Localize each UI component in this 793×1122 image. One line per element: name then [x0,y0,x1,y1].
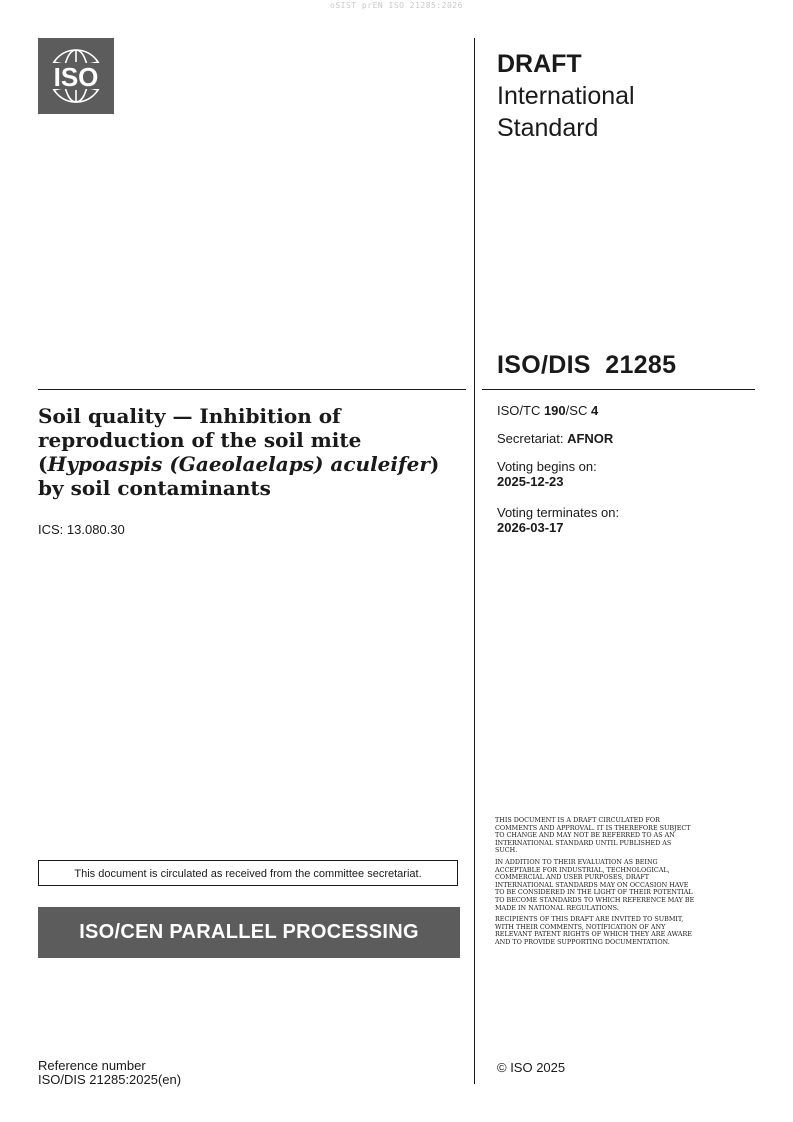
ics-code: ICS: 13.080.30 [38,522,125,537]
reference-label: Reference number [38,1058,146,1073]
tc-number: 190 [543,403,566,418]
document-number: ISO/DIS 21285 [497,351,677,379]
iso-logo [38,38,114,114]
voting-begins-date: 2025-12-23 [497,474,564,489]
right-rule [482,389,755,390]
title-part-2: ) by soil contaminants [38,452,440,500]
voting-terminates-label: Voting terminates on: [497,505,620,520]
draft-disclaimer [495,817,695,951]
disclaimer-paragraph: RECIPIENTS OF THIS DRAFT ARE INVITED TO SUBMIT, WITH THEIR COMMENTS, NOTIFICATION OF ANY RELEVANT PATENT RIGHTS OF WHICH THEY ARE AWARE AND TO PROVIDE SUPPORTING DOCUMENTATION. [495,915,692,946]
draft-heading [497,48,635,144]
tc-prefix: ISO/TC [497,403,544,418]
draft-label: DRAFT [497,50,582,78]
reference-number [38,1059,181,1087]
disclaimer-paragraph: THIS DOCUMENT IS A DRAFT CIRCULATED FOR COMMENTS AND APPROVAL. IT IS THEREFORE SUBJECT TO CHANGE AND MAY NOT BE REFERRED TO AS AN INTERNATIONAL STANDARD UNTIL PUBLISHED AS SUCH. [495,816,691,855]
reference-value: ISO/DIS 21285:2025(en) [38,1072,182,1087]
iso-logo-text: ISO [53,62,99,92]
circulation-notice: This document is circulated as received from the committee secretariat. [38,860,458,886]
watermark: oSIST prEN ISO 21285:2026 [330,1,463,10]
document-title [38,404,458,500]
title-part-1: Soil quality — Inhibition of reproduction of the soil mite ( [38,404,362,476]
secretariat-value: AFNOR [567,431,614,446]
column-divider [474,38,475,1084]
copyright: © ISO 2025 [497,1060,566,1075]
sc-prefix: /SC [565,403,591,418]
left-rule [38,389,466,390]
international-label: International [497,82,635,110]
voting-terminates [497,505,619,535]
voting-terminates-date: 2026-03-17 [497,520,564,535]
standard-label: Standard [497,114,599,142]
disclaimer-paragraph: IN ADDITION TO THEIR EVALUATION AS BEING ACCEPTABLE FOR INDUSTRIAL, TECHNOLOGICAL, COMMERCIAL AND USER PURPOSES, DRAFT INTERNATIONAL STANDARDS MAY ON OCCASION HAVE TO BE CONSIDERED IN THE LIGHT OF THEIR POTENTIAL TO BECOME STANDARDS TO WHICH REFERENCE MAY BE MADE IN NATIONAL REGULATIONS. [495,857,695,912]
title-species: Hypoaspis (Gaeolaelaps) aculeifer [47,452,430,476]
voting-begins-label: Voting begins on: [497,459,597,474]
secretariat [497,431,613,446]
sc-number: 4 [590,403,599,418]
parallel-processing-banner: ISO/CEN PARALLEL PROCESSING [38,907,460,958]
committee-ref [497,403,598,418]
voting-begins [497,459,597,489]
secretariat-label: Secretariat: [497,431,568,446]
